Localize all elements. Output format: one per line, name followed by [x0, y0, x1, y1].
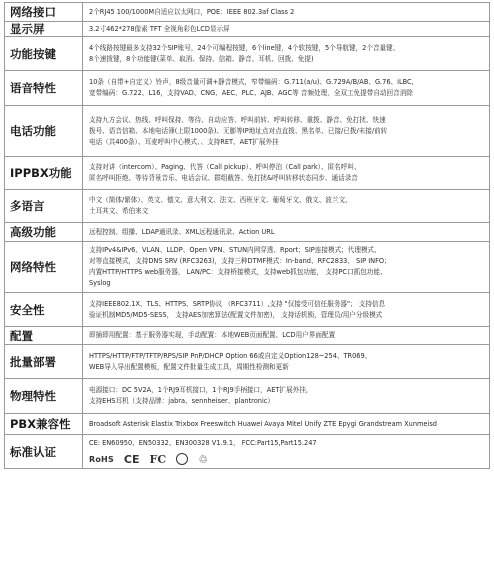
spec-value-line: 验证机制MD5/MD5-SESS， 支持AES加密算法(配置文件加密)， 支持话机锁，管理员/用户分级模式: [89, 310, 383, 319]
spec-row: [5, 327, 490, 345]
spec-value-line: 拨号、语音信箱、本地电话簿(上限1000条)、无膨等IP地址点对点直拨、黑名单、已接/已拨/未接/前转: [89, 126, 388, 135]
spec-value: [83, 37, 490, 70]
spec-row: [5, 242, 490, 293]
spec-label: 批量部署: [5, 345, 83, 378]
spec-value: [83, 106, 490, 156]
spec-row-certification: [5, 435, 490, 469]
spec-label: 网络特性: [5, 242, 83, 292]
spec-row: [5, 414, 490, 435]
spec-value: [83, 22, 490, 36]
spec-value: [83, 242, 490, 292]
spec-value: [83, 157, 490, 189]
spec-row: [5, 157, 490, 190]
spec-value-line: 4个线路按键最多支持32个SIP账号，24个可编程按键，6个line键，4个软按键，5个导航键，2个音量键、: [89, 43, 400, 52]
spec-row: [5, 106, 490, 157]
certification-text: CE: EN60950、EN50332、EN300328 V1.9.1， FCC:Part15,Part15.247: [89, 439, 317, 447]
spec-row: [5, 345, 490, 379]
spec-value-line: 8个速拨键，8个功能键(菜单、取消、保持、信箱、静音、耳机、回拨、免提): [89, 54, 314, 63]
spec-label: IPPBX功能: [5, 157, 83, 189]
spec-value-line: 土耳其文、希伯来文: [89, 207, 149, 215]
spec-row: [5, 3, 490, 22]
spec-value: [83, 293, 490, 326]
spec-label: 安全性: [5, 293, 83, 326]
spec-value-line: Syslog: [89, 279, 111, 287]
spec-value-line: 支持EHS耳机（支持品牌：jabra、sennheiser、plantronic）: [89, 397, 275, 405]
spec-value-line: 电话（共400条）、耳麦呼叫中心模式、、支持RET、AET扩展外挂: [89, 137, 279, 146]
ce-logo-icon: CE: [123, 452, 140, 466]
spec-value-line: 匿名呼叫拒绝、等待背景音乐、电话会议、群组截答、免打扰&呼叫转移状态同步、通话录音: [89, 174, 358, 182]
spec-table: [4, 2, 490, 469]
certification-logos: [89, 453, 485, 465]
spec-label: PBX兼容性: [5, 414, 83, 434]
spec-value: [83, 71, 490, 105]
spec-row: [5, 71, 490, 106]
spec-value-line: 对等直接模式，支持DNS SRV (RFC3263)，支持三种DTMF模式：In-band、RFC2833、 SIP INFO；: [89, 257, 391, 265]
spec-value: [83, 3, 490, 21]
spec-value-line: Broadsoft Asterisk Elastix Trixbox Freeswitch Huawei Avaya Mitel Unify ZTE Epygi Grandstream Xunmeisd: [89, 419, 437, 428]
spec-value-line: 支持对讲（intercom）、Paging、代答（Call pickup）、呼叫停泊（Call park）、匿名呼叫、: [89, 163, 361, 171]
circle-mark-icon: [176, 453, 188, 465]
spec-value-line: 支持IPv4&IPv6、VLAN、LLDP、Open VPN、STUN内网穿透、Rport；SIP连接模式；代理模式、: [89, 246, 381, 254]
spec-label: 网络接口: [5, 3, 83, 21]
spec-row: [5, 190, 490, 223]
spec-label: 标准认证: [5, 435, 83, 468]
spec-label: 高级功能: [5, 223, 83, 241]
spec-row: [5, 379, 490, 414]
spec-row: [5, 37, 490, 71]
rohs-logo-icon: RoHS: [89, 454, 114, 464]
spec-row: [5, 293, 490, 327]
spec-value: [83, 435, 490, 468]
spec-value-line: 远程控制、组播、LDAP通讯录、XML远程通讯录、Action URL: [89, 227, 275, 236]
spec-value: [83, 327, 490, 344]
spec-row: [5, 22, 490, 37]
spec-value: [83, 414, 490, 434]
spec-label: 语音特性: [5, 71, 83, 105]
spec-value-line: 电源接口：DC 5V2A，1个RJ9耳机接口，1个RJ9手柄接口，AET扩展外挂，: [89, 386, 313, 394]
spec-value: [83, 379, 490, 413]
spec-value-line: 2个RJ45 100/1000M自适应以太网口，POE：IEEE 802.3af Class 2: [89, 7, 295, 16]
spec-label: 功能按键: [5, 37, 83, 70]
spec-value-line: 内置HTTP/HTTPS web服务器， LAN/PC：支持桥接模式，支持web抓包功能， 支持PC口抓包功能、: [89, 268, 387, 276]
spec-value-line: 10条（自带+自定义）铃声，8级音量可调+静音模式，窄带编码：G.711(a/u)、G.729A/B/AB、G.76、iLBC,: [89, 78, 414, 86]
spec-value-line: 宽带编码：G.722、L16，支持VAD、CNG、AEC、PLC、AJB、AGC等 音频处理，全双工免提带自动回音消除: [89, 89, 413, 97]
spec-value-line: 支持IEEE802.1X、TLS、HTTPS、SRTP协议 （RFC3711）,支持 "仅接受可信任服务器"； 支持信息: [89, 299, 386, 308]
spec-value: [83, 223, 490, 241]
spec-label: 电话功能: [5, 106, 83, 156]
spec-value: [83, 345, 490, 378]
spec-value: [83, 190, 490, 222]
recycle-icon: ♲: [198, 452, 208, 466]
spec-value-line: 中文（简体/繁体）、英文、德文、意大利文、法文、西班牙文、葡萄牙文、俄文、波兰文、: [89, 196, 352, 204]
spec-value-line: 即插即用配置：基于服务器实现，手动配置：本地WEB页面配置、LCD用户界面配置: [89, 331, 336, 339]
spec-label: 物理特性: [5, 379, 83, 413]
spec-label: 显示屏: [5, 22, 83, 36]
spec-value-line: 支持九方会议、热线、呼叫保持、等待、自动应答、呼叫前转、呼叫转移、重拨、静音、免打扰、快速: [89, 115, 386, 124]
spec-label: 多语言: [5, 190, 83, 222]
fcc-logo-icon: FC: [149, 452, 167, 466]
spec-value-line: WEB导入导出配置模板，配置文件批量生成工具，周期性检测和更新: [89, 362, 289, 371]
spec-label: 配置: [5, 327, 83, 344]
spec-value-line: 3.2寸462*278像素 TFT 全视角彩色LCD显示屏: [89, 24, 230, 33]
spec-value-line: HTTPS/HTTP/FTP/TFTP/RPS/SIP PnP/DHCP Option 66或自定义Option128~254、TR069、: [89, 351, 372, 360]
spec-row: [5, 223, 490, 242]
